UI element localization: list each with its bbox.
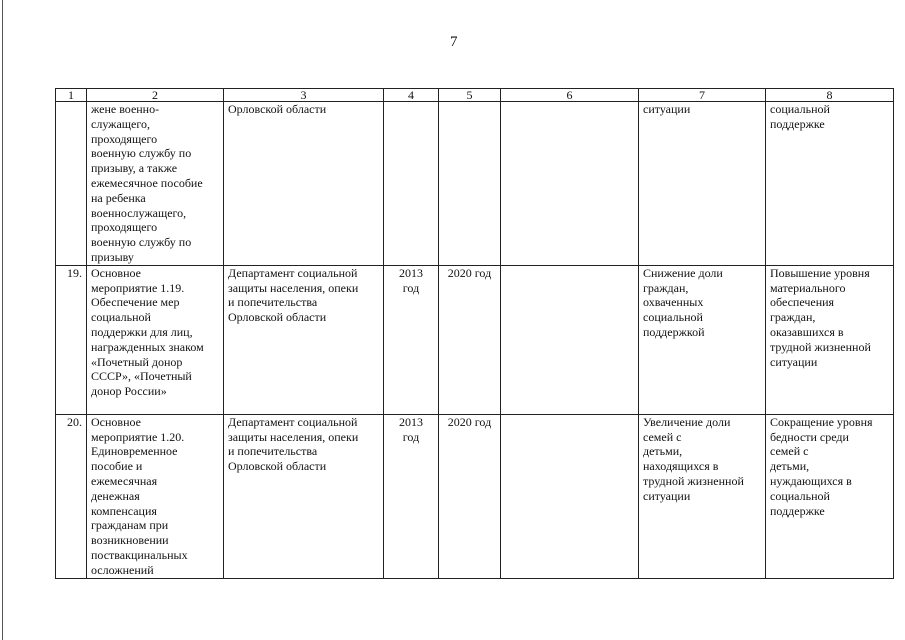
measure-name: Основное мероприятие 1.19. Обеспечение мер социальной поддержки для лиц, награжденных знаком «Почетный донор СССР», «Почетный донор России» bbox=[87, 265, 224, 414]
column-number-1: 1 bbox=[56, 89, 87, 102]
target-outcome: Сокращение уровня бедности среди семей с детьми, нуждающихся в социальной поддержке bbox=[766, 414, 894, 578]
row-number: 20. bbox=[56, 414, 87, 578]
row-number: 19. bbox=[56, 265, 87, 414]
responsible-executor: Орловской области bbox=[224, 102, 384, 266]
column-6-cell bbox=[501, 414, 639, 578]
target-outcome: Повышение уровня материального обеспечения граждан, оказавшихся в трудной жизненной ситуации bbox=[766, 265, 894, 414]
expected-result: Снижение доли граждан, охваченных социальной поддержкой bbox=[639, 265, 766, 414]
responsible-executor: Департамент социальной защиты населения, опеки и попечительства Орловской области bbox=[224, 414, 384, 578]
target-outcome: социальной поддержке bbox=[766, 102, 894, 266]
responsible-executor: Департамент социальной защиты населения, опеки и попечительства Орловской области bbox=[224, 265, 384, 414]
measure-name: жене военно- служащего, проходящего военную службу по призыву, а также ежемесячное пособие на ребенка военнослужащего, проходящего военную службу по призыву bbox=[87, 102, 224, 266]
measure-name: Основное мероприятие 1.20. Единовременное пособие и ежемесячная денежная компенсация гражданам при возникновении поствакцинальных осложнений bbox=[87, 414, 224, 578]
start-year bbox=[384, 102, 439, 266]
column-number-4: 4 bbox=[384, 89, 439, 102]
expected-result: Увеличение доли семей с детьми, находящихся в трудной жизненной ситуации bbox=[639, 414, 766, 578]
column-6-cell bbox=[501, 102, 639, 266]
column-number-5: 5 bbox=[439, 89, 501, 102]
table-row bbox=[56, 265, 894, 414]
end-year: 2020 год bbox=[439, 265, 501, 414]
column-number-3: 3 bbox=[224, 89, 384, 102]
page-left-border bbox=[2, 0, 3, 640]
end-year bbox=[439, 102, 501, 266]
end-year: 2020 год bbox=[439, 414, 501, 578]
table-row bbox=[56, 102, 894, 266]
column-number-8: 8 bbox=[766, 89, 894, 102]
column-number-2: 2 bbox=[87, 89, 224, 102]
expected-result: ситуации bbox=[639, 102, 766, 266]
start-year: 2013 год bbox=[384, 414, 439, 578]
column-6-cell bbox=[501, 265, 639, 414]
column-number-7: 7 bbox=[639, 89, 766, 102]
row-number bbox=[56, 102, 87, 266]
program-measures-table bbox=[55, 88, 894, 579]
start-year: 2013 год bbox=[384, 265, 439, 414]
table-header-row bbox=[56, 89, 894, 102]
table-row bbox=[56, 414, 894, 578]
page-number: 7 bbox=[450, 34, 458, 50]
column-number-6: 6 bbox=[501, 89, 639, 102]
